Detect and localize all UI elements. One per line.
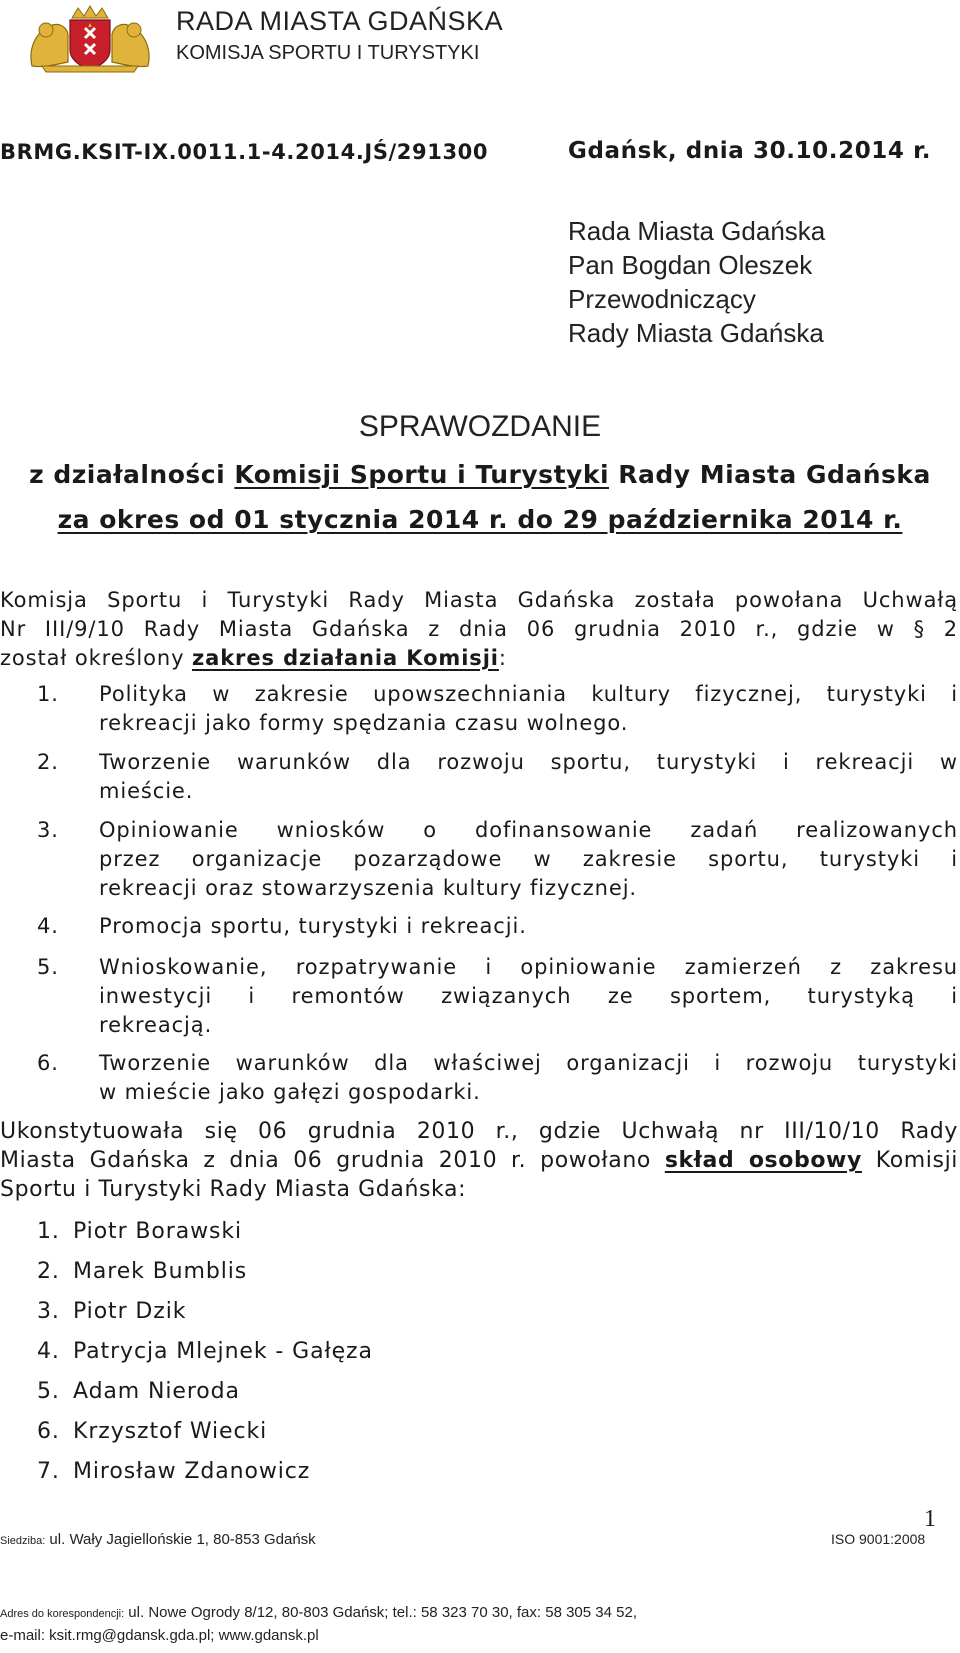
org-subtitle: KOMISJA SPORTU I TURYSTYKI xyxy=(176,42,480,64)
member-item xyxy=(37,1299,186,1324)
member-item xyxy=(37,1219,242,1244)
paragraph-text: Komisji xyxy=(861,1148,958,1173)
member-name: Krzysztof Wiecki xyxy=(73,1419,268,1444)
footer-correspondence xyxy=(0,1604,637,1621)
list-item xyxy=(37,748,958,806)
member-number: 3. xyxy=(37,1299,60,1324)
constitution-paragraph xyxy=(0,1117,958,1204)
scope-heading: zakres działania Komisji xyxy=(192,646,499,670)
member-item xyxy=(37,1419,267,1444)
member-number: 5. xyxy=(37,1379,60,1404)
member-number: 6. xyxy=(37,1419,60,1444)
addressee-line: Przewodniczący xyxy=(568,284,756,314)
list-line: rekreacji oraz stowarzyszenia kultury fizycznej. xyxy=(99,876,638,900)
gdansk-coat-of-arms-icon xyxy=(22,4,158,74)
addressee-line: Rada Miasta Gdańska xyxy=(568,216,826,246)
report-subtitle xyxy=(0,460,960,489)
org-name: RADA MIASTA GDAŃSKA xyxy=(176,6,504,36)
footer-value: ul. Wały Jagiellońskie 1, 80-853 Gdańsk xyxy=(45,1531,316,1548)
member-name: Mirosław Zdanowicz xyxy=(73,1459,311,1484)
list-line: rekreacji jako formy spędzania czasu wolnego. xyxy=(99,711,629,735)
member-name: Adam Nieroda xyxy=(73,1379,240,1404)
member-number: 2. xyxy=(37,1259,60,1284)
list-item xyxy=(37,1049,958,1107)
member-name: Piotr Borawski xyxy=(73,1219,243,1244)
paragraph-line xyxy=(0,1146,958,1175)
footer-seat xyxy=(0,1531,316,1548)
list-number: 6. xyxy=(37,1051,59,1075)
list-item xyxy=(37,953,958,1040)
list-number: 3. xyxy=(37,818,59,842)
list-line: Tworzenie warunków dla właściwej organizacji i rozwoju turystyki xyxy=(99,1051,958,1075)
member-item xyxy=(37,1379,240,1404)
subtitle-text: z działalności xyxy=(29,460,235,489)
member-number: 7. xyxy=(37,1459,60,1484)
list-item xyxy=(37,816,958,903)
list-number: 1. xyxy=(37,682,59,706)
paragraph-line: Sportu i Turystyki Rady Miasta Gdańska: xyxy=(0,1177,467,1202)
list-line: Polityka w zakresie upowszechniania kultury fizycznej, turystyki i xyxy=(99,682,958,706)
report-title: SPRAWOZDANIE xyxy=(358,410,602,443)
list-line: Opiniowanie wniosków o dofinansowanie zadań realizowanych xyxy=(99,818,958,842)
date-line: Gdańsk, dnia 30.10.2014 r. xyxy=(568,138,932,164)
list-item xyxy=(37,912,958,941)
list-line: Promocja sportu, turystyki i rekreacji. xyxy=(99,914,527,938)
footer-label: Adres do korespondencji: xyxy=(0,1608,125,1620)
committee-name: Komisji Sportu i Turystyki xyxy=(234,460,610,489)
list-line: Wnioskowanie, rozpatrywanie i opiniowanie zamierzeń z zakresu xyxy=(99,955,958,979)
addressee-line: Pan Bogdan Oleszek xyxy=(568,250,813,280)
footer-label: Siedziba: xyxy=(0,1535,46,1547)
paragraph-line xyxy=(0,644,958,673)
footer-email: e-mail: ksit.rmg@gdansk.gda.pl; www.gdansk.pl xyxy=(0,1627,319,1644)
paragraph-line: Nr III/9/10 Rady Miasta Gdańska z dnia 06 grudnia 2010 r., gdzie w § 2 xyxy=(0,617,958,641)
list-line: przez organizacje pozarządowe w zakresie sportu, turystyki i xyxy=(99,847,958,871)
paragraph-text: został określony xyxy=(0,646,192,670)
member-number: 4. xyxy=(37,1339,60,1364)
paragraph-text: Miasta Gdańska z dnia 06 grudnia 2010 r. powołano xyxy=(0,1148,665,1173)
list-number: 2. xyxy=(37,750,59,774)
list-line: w mieście jako gałęzi gospodarki. xyxy=(99,1080,481,1104)
list-number: 4. xyxy=(37,914,59,938)
list-line: mieście. xyxy=(99,779,194,803)
paragraph-line: Ukonstytuowała się 06 grudnia 2010 r., gdzie Uchwałą nr III/10/10 Rady xyxy=(0,1119,958,1144)
list-number: 5. xyxy=(37,955,59,979)
member-number: 1. xyxy=(37,1219,60,1244)
page-number: 1 xyxy=(924,1506,936,1532)
members-heading: skład osobowy xyxy=(664,1148,862,1173)
member-name: Patrycja Mlejnek - Gałęza xyxy=(73,1339,373,1364)
member-name: Marek Bumblis xyxy=(73,1259,248,1284)
list-line: Tworzenie warunków dla rozwoju sportu, turystyki i rekreacji w xyxy=(99,750,958,774)
addressee-line: Rady Miasta Gdańska xyxy=(568,318,824,348)
iso-certification: ISO 9001:2008 xyxy=(831,1531,926,1547)
subtitle-text: Rady Miasta Gdańska xyxy=(609,460,931,489)
list-line: inwestycji i remontów związanych ze sportem, turystyką i xyxy=(99,984,958,1008)
footer-value: ul. Nowe Ogrody 8/12, 80-803 Gdańsk; tel.: 58 323 70 30, fax: 58 305 34 52, xyxy=(124,1604,637,1621)
list-line: rekreacją. xyxy=(99,1013,213,1037)
member-name: Piotr Dzik xyxy=(73,1299,187,1324)
paragraph-line: Komisja Sportu i Turystyki Rady Miasta Gdańska została powołana Uchwałą xyxy=(0,588,958,612)
member-item xyxy=(37,1339,373,1364)
member-item xyxy=(37,1459,310,1484)
report-period: za okres od 01 stycznia 2014 r. do 29 października 2014 r. xyxy=(57,505,903,534)
intro-paragraph xyxy=(0,586,958,673)
paragraph-text: : xyxy=(498,646,507,670)
member-item xyxy=(37,1259,247,1284)
list-item xyxy=(37,680,958,738)
reference-number: BRMG.KSIT-IX.0011.1-4.2014.JŚ/291300 xyxy=(0,140,489,164)
